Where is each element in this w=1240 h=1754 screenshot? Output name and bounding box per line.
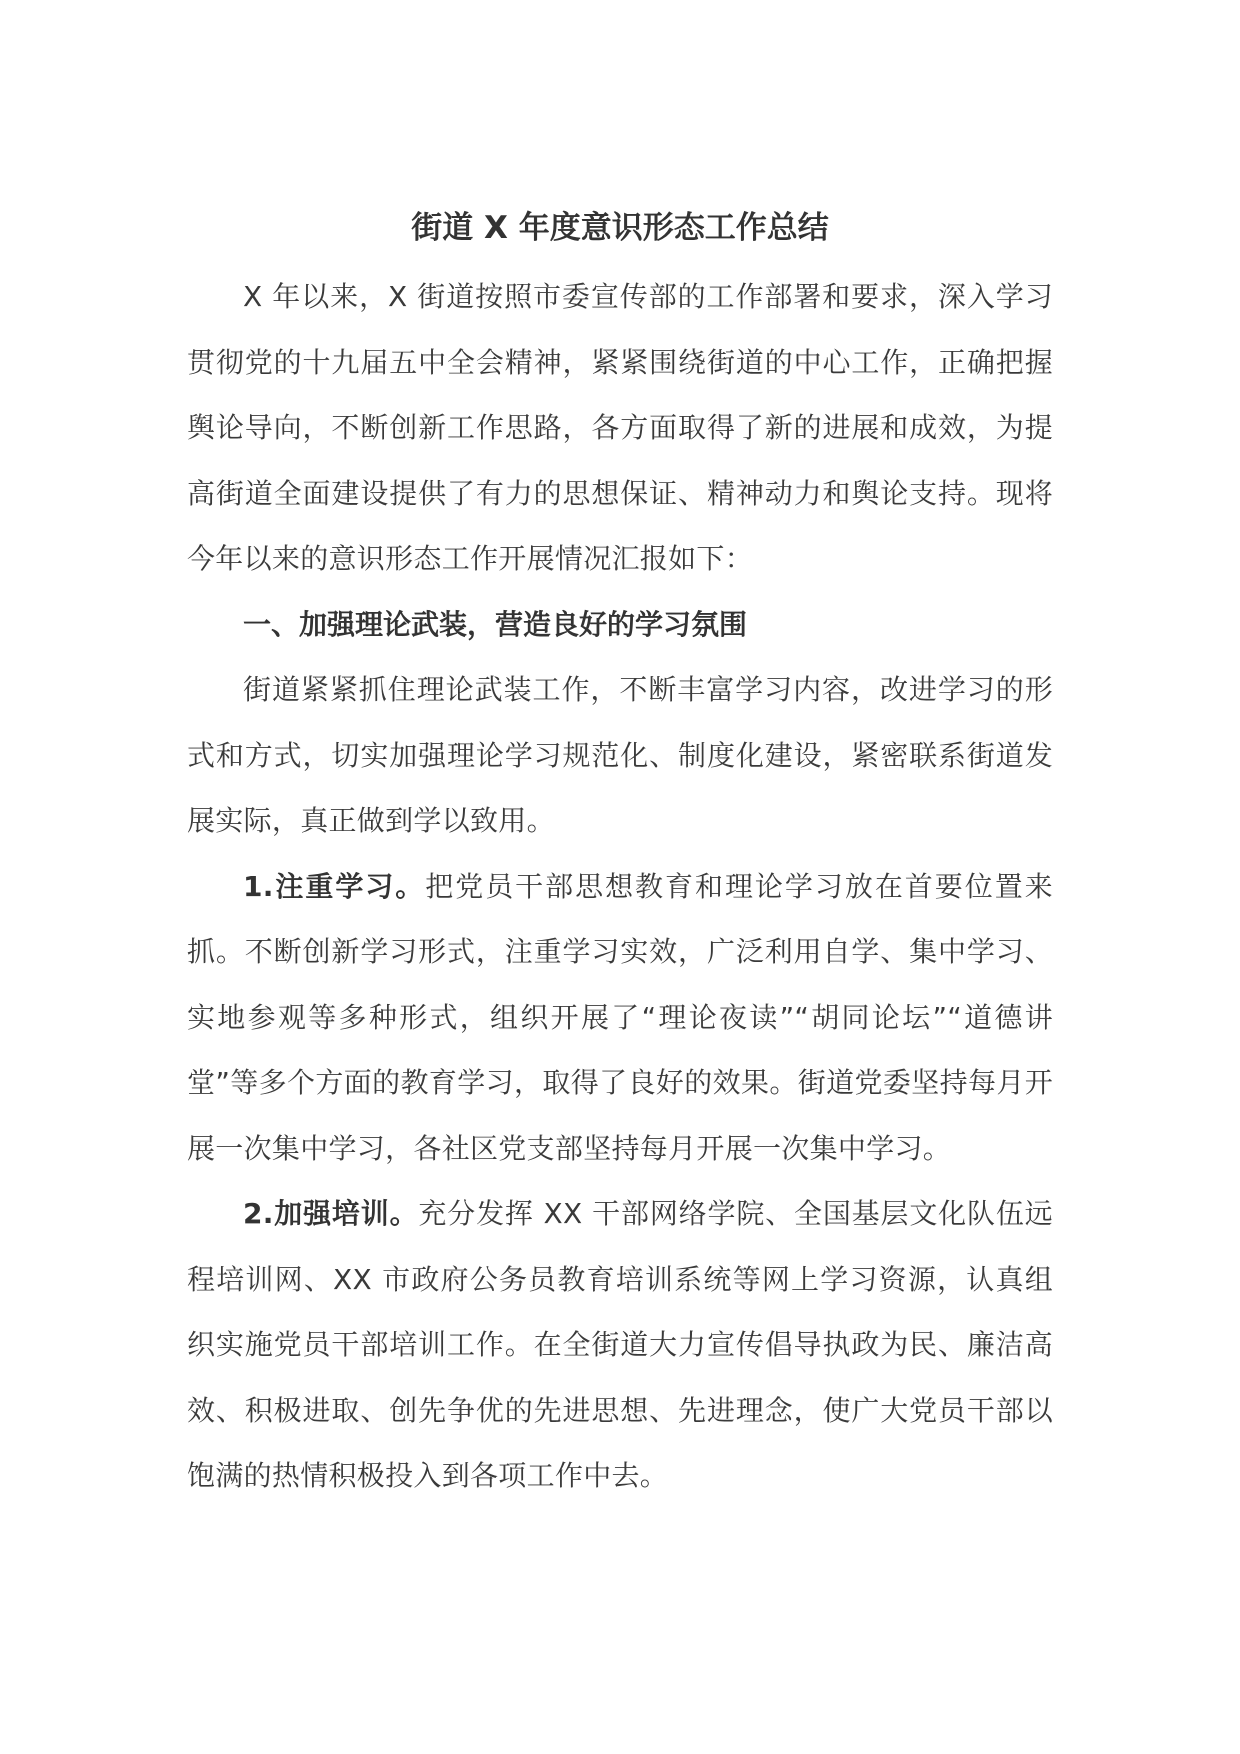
intro-paragraph: X 年以来，X 街道按照市委宣传部的工作部署和要求，深入学习贯彻党的十九届五中全会精神，紧紧围绕街道的中心工作，正确把握舆论导向，不断创新工作思路，各方面取得了新的进展和成效，为提高街道全面建设提供了有力的思想保证、精神动力和舆论支持。现将今年以来的意识形态工作开展情况汇报如下： <box>187 280 1053 575</box>
document-page <box>187 198 1053 1509</box>
item-text-training: 充分发挥 XX 干部网络学院、全国基层文化队伍远程培训网、XX 市政府公务员教育培训系统等网上学习资源，认真组织实施党员干部培训工作。在全街道大力宣传倡导执政为民、廉洁高效、积极进取、创先争优的先进思想、先进理念，使广大党员干部以饱满的热情积极投入到各项工作中去。 <box>187 1197 1053 1492</box>
section-heading: 一、加强理论武装，营造良好的学习氛围 <box>243 607 748 641</box>
section-body-paragraph: 街道紧紧抓住理论武装工作，不断丰富学习内容，改进学习的形式和方式，切实加强理论学习规范化、制度化建设，紧密联系街道发展实际，真正做到学以致用。 <box>187 673 1053 837</box>
list-item-study <box>187 854 1053 1182</box>
item-text-study: 把党员干部思想教育和理论学习放在首要位置来抓。不断创新学习形式，注重学习实效，广泛利用自学、集中学习、实地参观等多种形式，组织开展了“理论夜读”“胡同论坛”“道德讲堂”等多个方面的教育学习，取得了良好的效果。街道党委坚持每月开展一次集中学习，各社区党支部坚持每月开展一次集中学习。 <box>187 869 1053 1165</box>
item-lead-training: 2.加强培训。 <box>243 1197 419 1230</box>
document-title: 街道 X 年度意识形态工作总结 <box>411 210 829 246</box>
item-lead-study: 1.注重学习。 <box>243 869 426 903</box>
list-item-training <box>187 1181 1053 1509</box>
